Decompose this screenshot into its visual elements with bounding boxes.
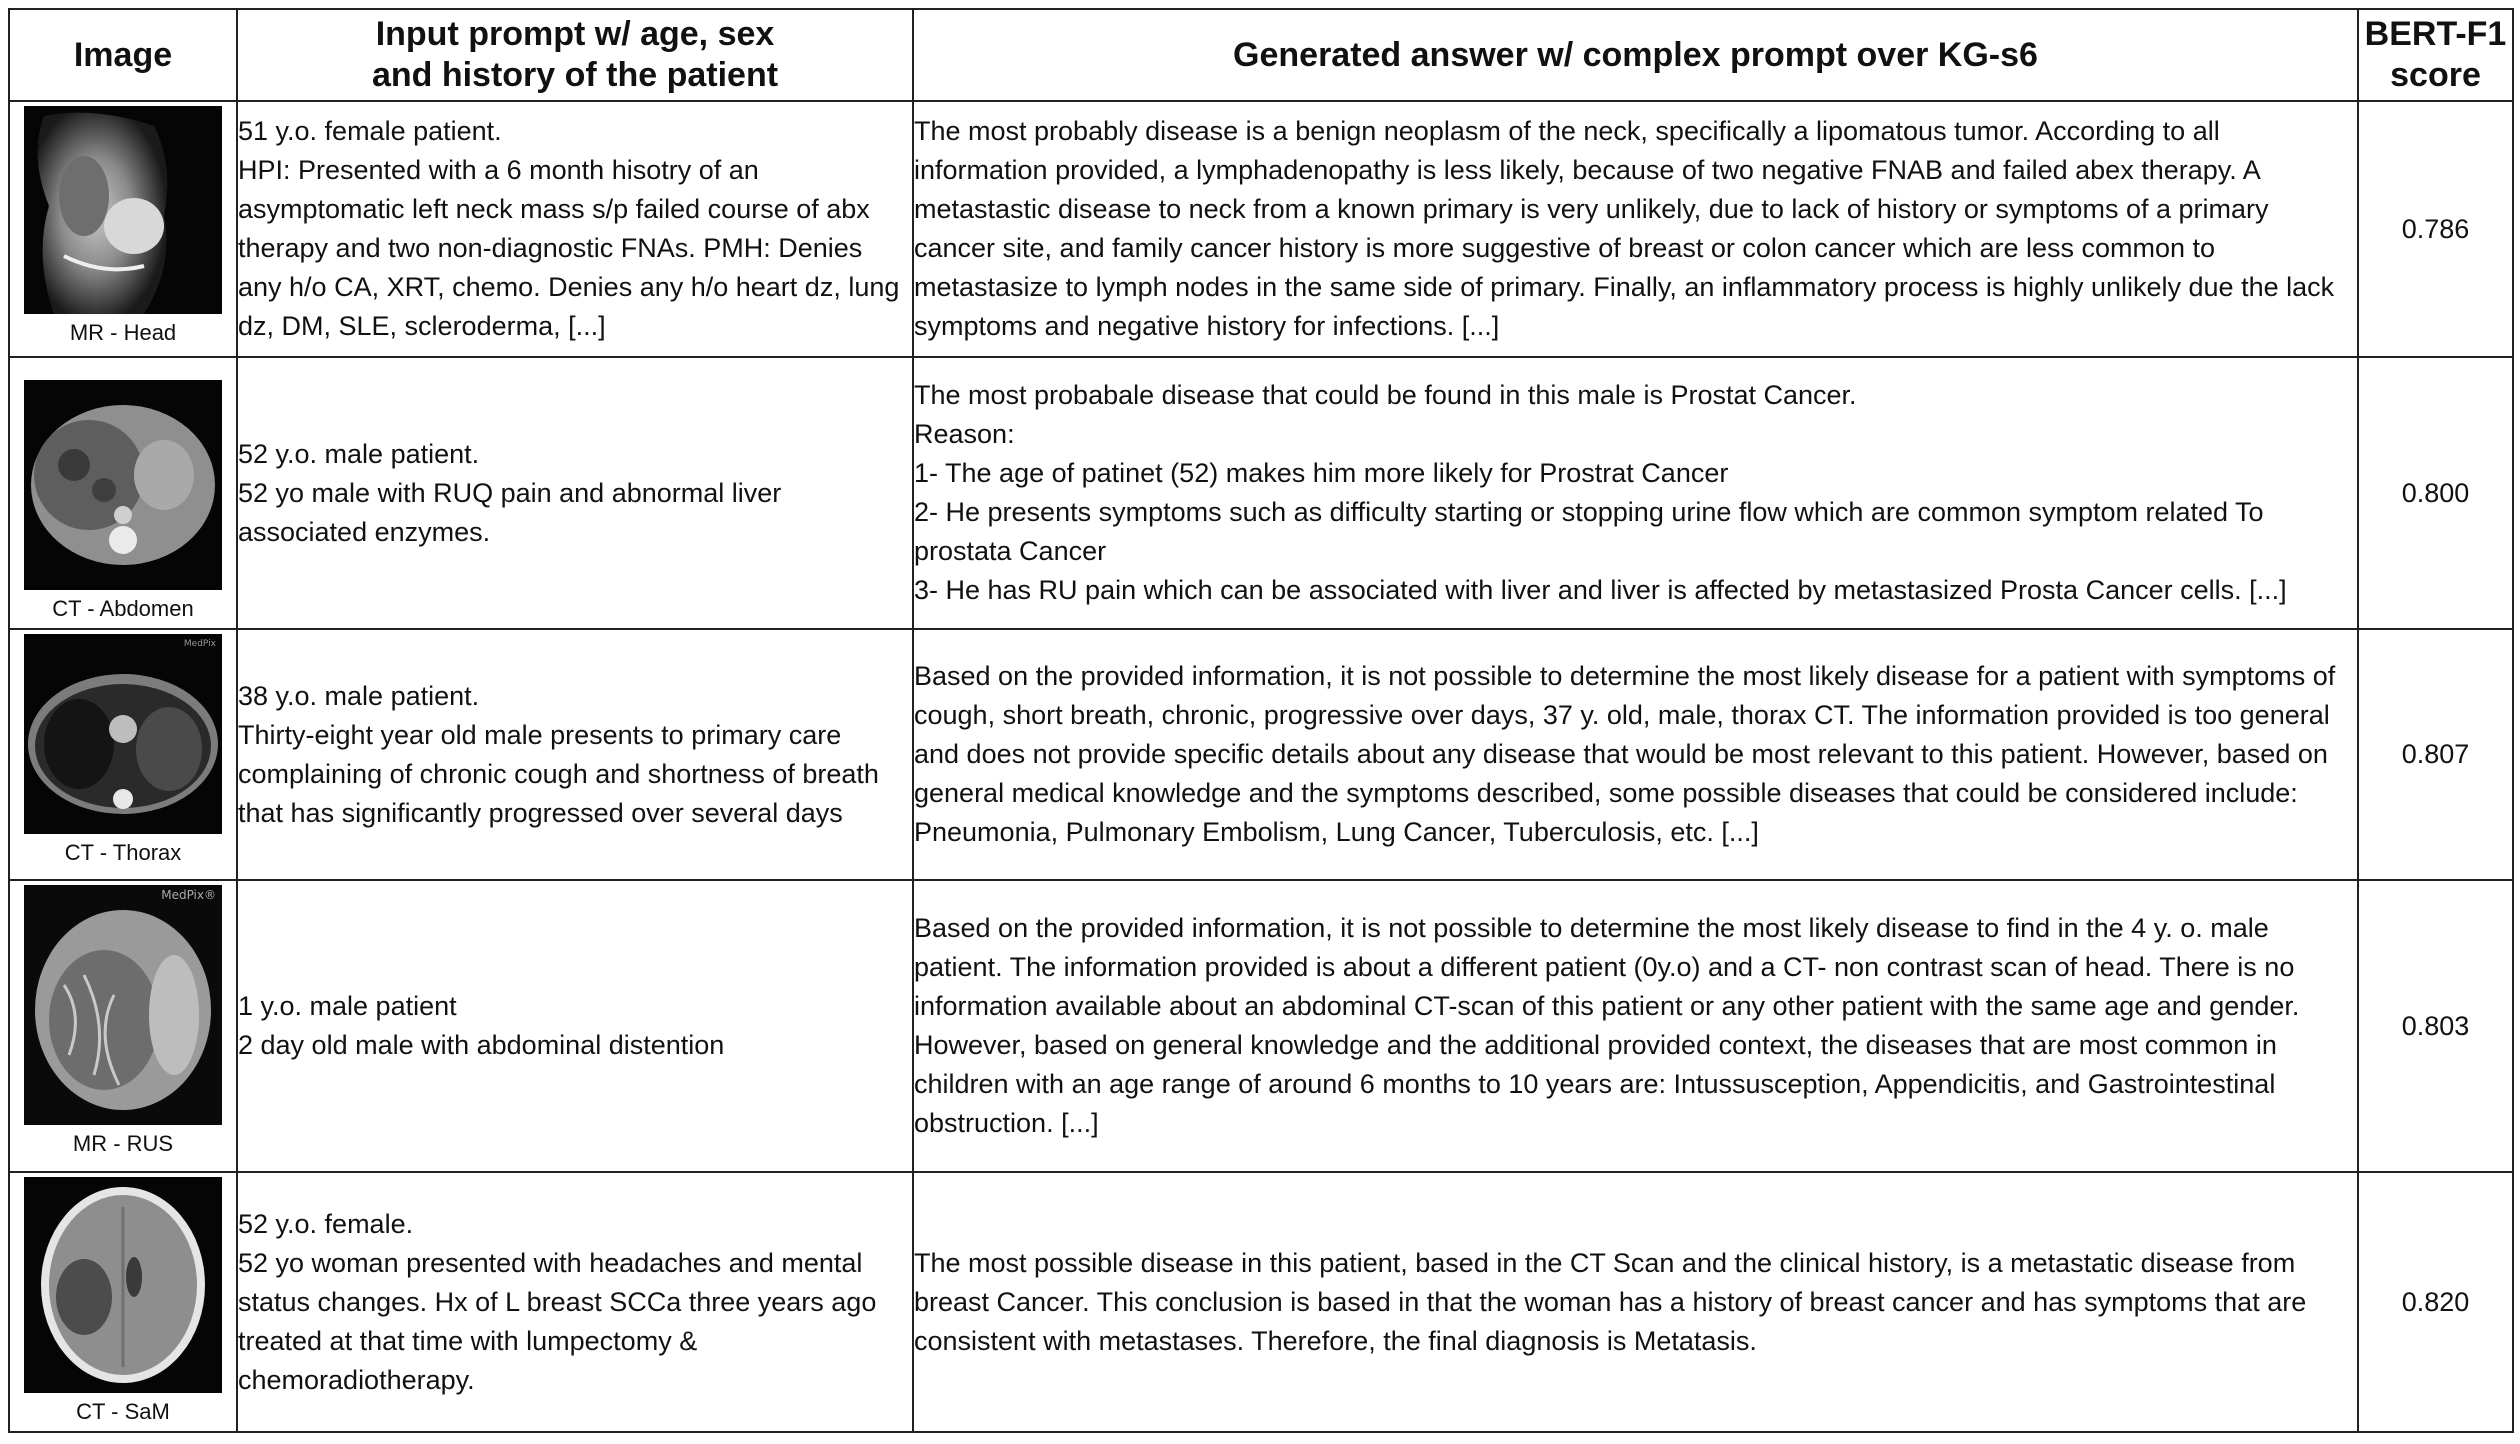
answer-cell [913, 357, 2358, 629]
image-caption: MR - Head [69, 320, 177, 345]
image-cell [9, 101, 237, 357]
image-cell [9, 357, 237, 629]
image-cell [9, 880, 237, 1172]
image-caption: CT - SaM [76, 1399, 170, 1424]
header-score-line2: score [2390, 56, 2481, 94]
table-row [9, 357, 2513, 629]
header-score-line1: BERT-F1 [2364, 15, 2507, 53]
image-cell [9, 1172, 237, 1432]
scan-watermark: MedPix [183, 639, 216, 649]
answer-cell [913, 101, 2358, 357]
prompt-cell [237, 880, 913, 1172]
results-table [8, 8, 2514, 1433]
answer-cell [913, 1172, 2358, 1432]
prompt-text: 52 y.o. female. 52 yo woman presented with headaches and mental status changes. Hx of L breast SCCa three years ago treated at that time with lumpectomy & chemoradiotherapy. [238, 1208, 877, 1395]
prompt-cell [237, 357, 913, 629]
prompt-cell [237, 629, 913, 880]
answer-text: The most probably disease is a benign neoplasm of the neck, specifically a lipomatous tumor. According to all information provided, a lymphadenopathy is less likely, because of two negative FNAB and failed abex therapy. A metastastic disease to neck from a known primary is very unlikely, due to lack of history or symptoms of a primary cancer site, and family cancer history is more suggestive of breast or colon cancer which are less common to metastasize to lymph nodes in the same side of primary. Finally, an inflammatory process is highly unlikely due the lack symptoms and negative history for infections. [...] [914, 116, 2335, 341]
prompt-cell [237, 1172, 913, 1432]
table-row [9, 880, 2513, 1172]
header-image: Image [9, 9, 237, 101]
image-caption: CT - Abdomen [52, 596, 194, 621]
prompt-text: 52 y.o. male patient. 52 yo male with RUQ pain and abnormal liver associated enzymes. [238, 438, 782, 547]
table-row [9, 1172, 2513, 1432]
header-score [2358, 9, 2513, 101]
answer-text: The most possible disease in this patient, based in the CT Scan and the clinical history, is a metastatic disease from breast Cancer. This conclusion is based in that the woman has a history of breast cancer and has symptoms that are consistent with metastases. Therefore, the final diagnosis is Metatasis. [914, 1247, 2307, 1356]
image-caption: MR - RUS [72, 1131, 174, 1156]
score-cell: 0.803 [2358, 880, 2513, 1172]
table-row [9, 629, 2513, 880]
prompt-cell [237, 101, 913, 357]
header-answer: Generated answer w/ complex prompt over KG-s6 [913, 9, 2358, 101]
header-prompt-line1: Input prompt w/ age, sex [375, 15, 775, 53]
image-caption: CT - Thorax [64, 840, 182, 865]
ct-thorax-scan-image [24, 634, 222, 834]
mr-head-scan-image [24, 106, 222, 314]
answer-cell [913, 880, 2358, 1172]
header-row [9, 9, 2513, 101]
ct-brain-scan-image [24, 1177, 222, 1393]
prompt-text: 1 y.o. male patient 2 day old male with abdominal distention [238, 991, 725, 1060]
score-cell: 0.820 [2358, 1172, 2513, 1432]
ct-abdomen-scan-image [24, 380, 222, 590]
table-row [9, 101, 2513, 357]
mr-rus-scan-image [24, 885, 222, 1125]
prompt-text: 51 y.o. female patient. HPI: Presented with a 6 month hisotry of an asymptomatic left neck mass s/p failed course of abx therapy and two non-diagnostic FNAs. PMH: Denies any h/o CA, XRT, chemo. Denies any h/o heart dz, lung dz, DM, SLE, scleroderma, [...] [238, 116, 900, 341]
header-prompt [237, 9, 913, 101]
answer-text: The most probabale disease that could be found in this male is Prostat Cancer. Reason: 1- The age of patinet (52) makes him more likely for Prostrat Cancer 2- He presents symptoms such as difficulty starting or stopping urine flow which are common symptom related To prostata Cancer 3- He has RU pain which can be associated with liver and liver is affected by metastasized Prosta Cancer cells. [...] [914, 380, 2287, 605]
answer-cell [913, 629, 2358, 880]
prompt-text: 38 y.o. male patient. Thirty-eight year old male presents to primary care complaining of chronic cough and shortness of breath that has significantly progressed over several days [238, 680, 879, 828]
answer-text: Based on the provided information, it is not possible to determine the most likely disease for a patient with symptoms of cough, short breath, chronic, progressive over days, 37 y. old, male, thorax CT. The information provided is too general and does not provide specific details about any disease that would be most relevant to this patient. However, based on general medical knowledge and the symptoms described, some possible diseases that could be considered include: Pneumonia, Pulmonary Embolism, Lung Cancer, Tuberculosis, etc. [...] [914, 661, 2336, 847]
image-cell [9, 629, 237, 880]
score-cell: 0.807 [2358, 629, 2513, 880]
score-cell: 0.800 [2358, 357, 2513, 629]
header-prompt-line2: and history of the patient [371, 56, 779, 94]
scan-watermark: MedPix® [161, 888, 216, 902]
score-cell: 0.786 [2358, 101, 2513, 357]
answer-text: Based on the provided information, it is not possible to determine the most likely disease to find in the 4 y. o. male patient. The information provided is about a different patient (0y.o) and a CT- non contrast scan of head. There is no information available about an abdominal CT-scan of this patient or any other patient with the same age and gender. However, based on general knowledge and the additional provided context, the diseases that are most common in children with an age range of around 6 months to 10 years are: Intussusception, Appendicitis, and Gastrointestinal obstruction. [...] [914, 913, 2300, 1138]
